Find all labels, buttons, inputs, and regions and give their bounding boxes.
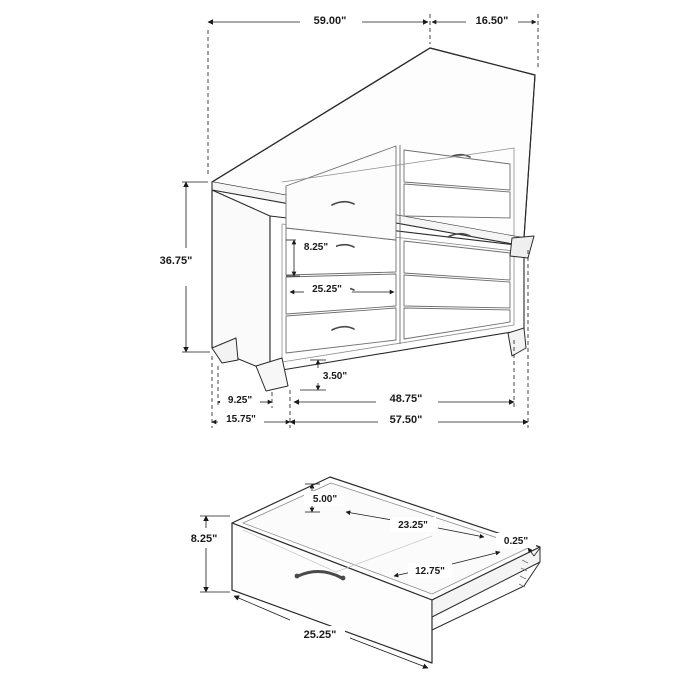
dim-drawer-interior-length: 23.25"	[398, 520, 428, 531]
dim-foot-bottom-width: 9.25"	[227, 395, 253, 406]
dim-overall-base-width: 57.50"	[389, 414, 423, 426]
dim-overall-height: 36.75"	[159, 255, 193, 267]
dim-drawer-interior-width: 12.75"	[415, 566, 445, 577]
dim-drawer-face-width: 25.25"	[312, 284, 342, 295]
dim-foot-height: 3.50"	[322, 371, 348, 382]
dim-drawer-front-width: 25.25"	[303, 629, 337, 641]
dresser-illustration	[212, 48, 535, 391]
dim-drawer-material-thickness: 0.25"	[503, 536, 529, 547]
dim-drawer-face-height: 8.25"	[303, 242, 329, 253]
dim-case-front-width: 48.75"	[389, 393, 423, 405]
dim-top-width: 59.00"	[313, 15, 347, 27]
dim-base-depth: 15.75"	[226, 414, 256, 425]
dim-drawer-box-height: 8.25"	[190, 533, 218, 545]
dim-drawer-interior-depth: 5.00"	[312, 494, 338, 505]
drawer-box-illustration	[232, 477, 540, 663]
dim-top-depth: 16.50"	[475, 15, 509, 27]
